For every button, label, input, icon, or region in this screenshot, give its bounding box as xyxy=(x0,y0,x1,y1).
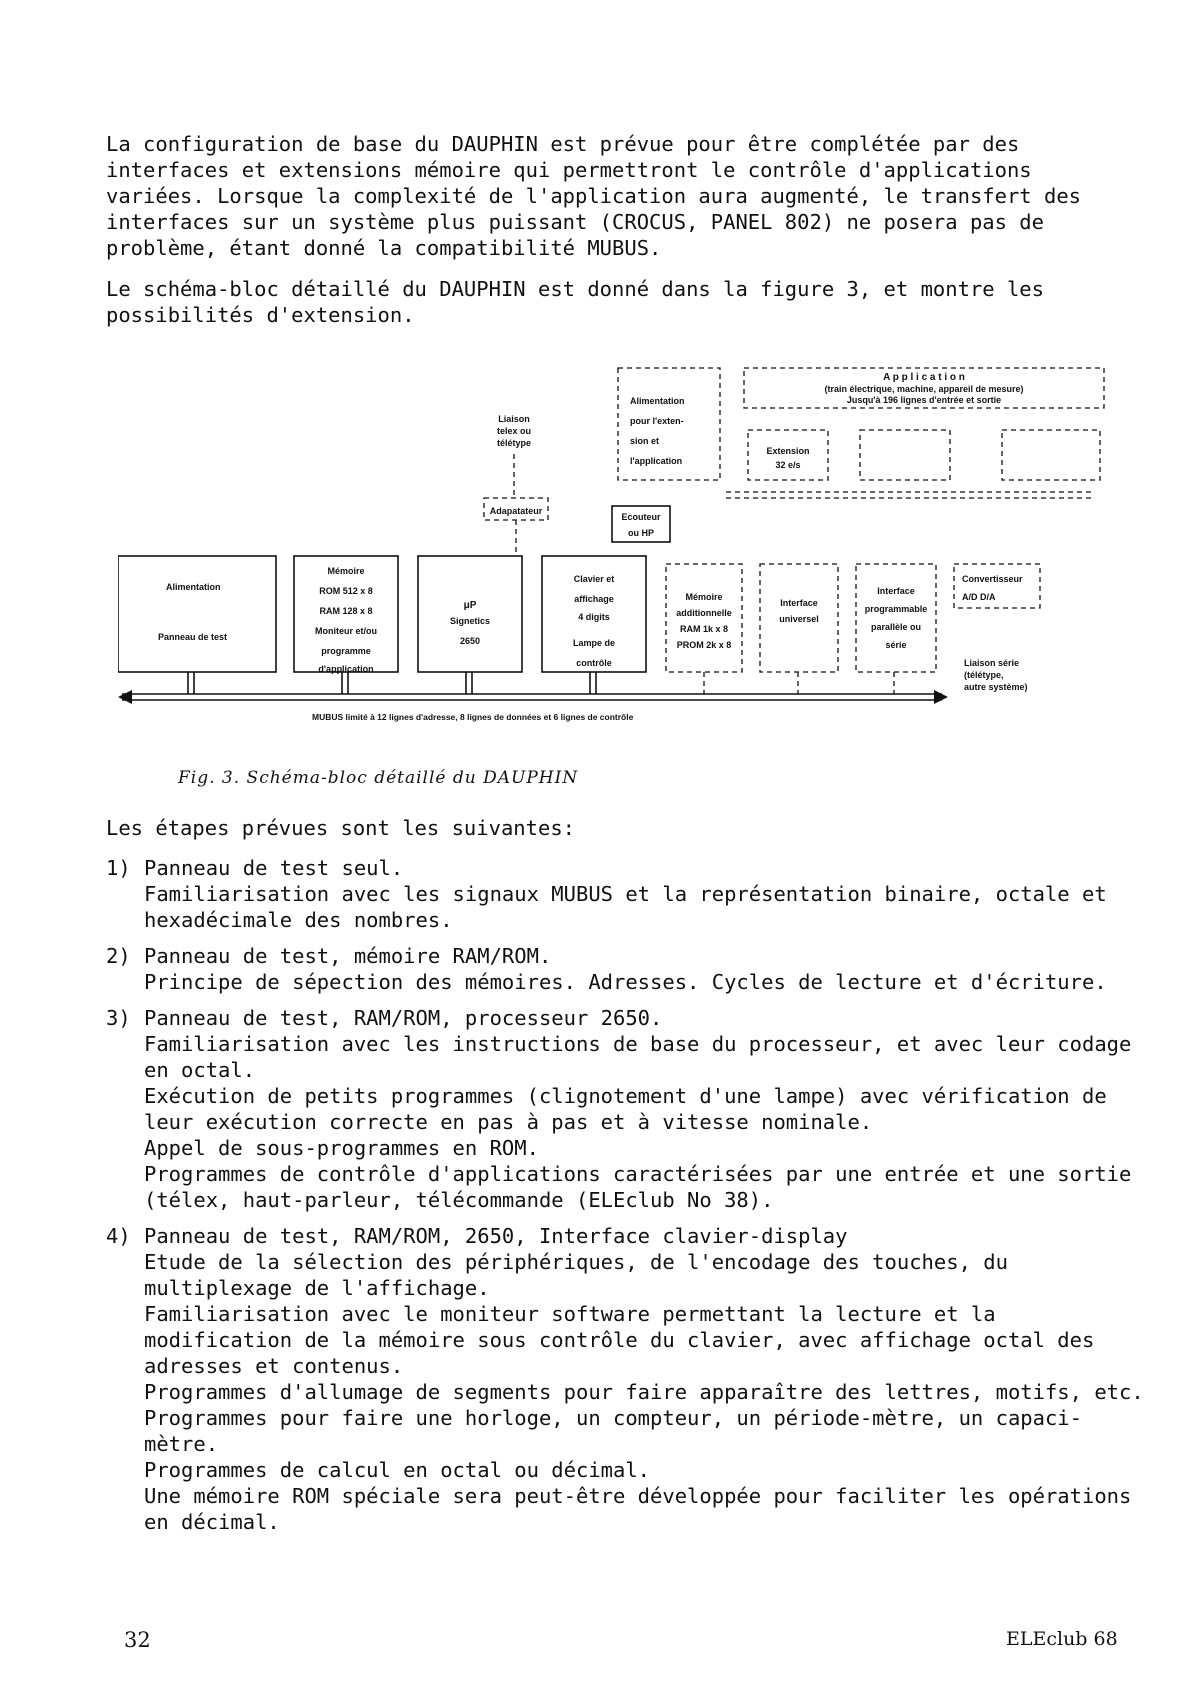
svg-text:universel: universel xyxy=(779,614,819,624)
steps-list xyxy=(106,855,1146,1545)
application-lines: Jusqu'à 196 lignes d'entrée et sortie xyxy=(846,395,1002,405)
processor-box xyxy=(418,556,522,672)
application-desc: (train électrique, machine, appareil de mesure) xyxy=(824,384,1024,394)
svg-text:ou HP: ou HP xyxy=(628,528,654,538)
svg-text:contrôle: contrôle xyxy=(576,658,612,668)
step-item: 3) Panneau de test, RAM/ROM, processeur 2650. Familiarisation avec les instructions de base du processeur, et avec leur codage en octal. Exécution de petits programmes (clignotement d'une lampe) avec vérification de leur exécution correcte en pas à pas et à vitesse nominale. Appel de sous-programmes en ROM. Programmes de contrôle d'applications caractérisées par une entrée et une sortie (télex, haut-parleur, télécommande (ELEclub No 38). xyxy=(106,1006,1132,1212)
svg-text:Liaison série: Liaison série xyxy=(964,658,1020,668)
svg-text:PROM 2k x 8: PROM 2k x 8 xyxy=(676,640,732,650)
intro-paragraph-2: Le schéma-bloc détaillé du DAUPHIN est donné dans la figure 3, et montre les possibilités d'extension. xyxy=(106,277,1044,327)
svg-text:Ecouteur: Ecouteur xyxy=(621,512,661,522)
interface-prog-box xyxy=(856,564,936,672)
footer-label: ELEclub 68 xyxy=(1006,1628,1118,1650)
step-item: 1) Panneau de test seul. Familiarisation avec les signaux MUBUS et la représentation binaire, octale et hexadécimale des nombres. xyxy=(106,856,1107,932)
svg-text:Mémoire: Mémoire xyxy=(327,566,365,576)
svg-text:(télétype,: (télétype, xyxy=(964,670,1004,680)
svg-text:Signetics: Signetics xyxy=(449,616,491,626)
svg-text:Alimentation: Alimentation xyxy=(630,396,685,406)
svg-text:parallèle ou: parallèle ou xyxy=(870,622,922,632)
svg-text:Liaison: Liaison xyxy=(498,414,530,424)
svg-text:Panneau de test: Panneau de test xyxy=(158,632,228,642)
svg-text:pour l'exten-: pour l'exten- xyxy=(630,416,684,426)
svg-text:Alimentation: Alimentation xyxy=(166,582,221,592)
svg-text:additionnelle: additionnelle xyxy=(676,608,732,618)
svg-text:Convertisseur: Convertisseur xyxy=(962,574,1023,584)
svg-text:ROM 512 x 8: ROM 512 x 8 xyxy=(319,586,373,596)
svg-text:Moniteur et/ou: Moniteur et/ou xyxy=(315,626,377,636)
svg-text:programme: programme xyxy=(321,646,371,656)
svg-text:telex ou: telex ou xyxy=(496,426,532,436)
svg-text:RAM 1k x 8: RAM 1k x 8 xyxy=(679,624,729,634)
block-diagram xyxy=(118,358,1118,758)
svg-text:Interface: Interface xyxy=(780,598,818,608)
mem-add-box xyxy=(666,564,742,672)
svg-text:affichage: affichage xyxy=(574,594,614,604)
svg-text:Lampe de: Lampe de xyxy=(572,638,616,648)
alimentation-box xyxy=(118,556,276,672)
svg-text:Extension: Extension xyxy=(766,446,810,456)
svg-text:programmable: programmable xyxy=(864,604,928,614)
svg-text:A/D D/A: A/D D/A xyxy=(962,592,996,602)
svg-text:série: série xyxy=(885,640,907,650)
step-item: 4) Panneau de test, RAM/ROM, 2650, Interface clavier-display Etude de la sélection des périphériques, de l'encodage des touches, du multiplexage de l'affichage. Familiarisation avec le moniteur software permettant la lecture et la modification de la mémoire sous contrôle du clavier, avec affichage octal des adresses et contenus. Programmes d'allumage de segments pour faire apparaître des lettres, motifs, etc. Programmes pour faire une horloge, un compteur, un période-mètre, un capaci-mètre. Programmes de calcul en octal ou décimal. Une mémoire ROM spéciale sera peut-être développée pour faciliter les opérations en décimal. xyxy=(106,1224,1144,1534)
svg-text:Mémoire: Mémoire xyxy=(685,592,723,602)
svg-text:autre système): autre système) xyxy=(964,682,1028,692)
svg-text:Adapatateur: Adapatateur xyxy=(489,506,543,516)
svg-text:télétype: télétype xyxy=(496,438,532,448)
svg-text:sion et: sion et xyxy=(630,436,660,446)
svg-text:4 digits: 4 digits xyxy=(578,612,610,622)
svg-text:32 e/s: 32 e/s xyxy=(775,460,801,470)
intro-paragraph-1: La configuration de base du DAUPHIN est prévue pour être complétée par des interfaces et extensions mémoire qui permettront le contrôle d'applications variées. Lorsque la complexité de l'application aura augmenté, le transfert des interfaces sur un système plus puissant (CROCUS, PANEL 802) ne posera pas de problème, étant donné la compatibilité MUBUS. xyxy=(106,132,1082,260)
application-title: A p p l i c a t i o n xyxy=(883,372,965,383)
steps-intro: Les étapes prévues sont les suivantes: xyxy=(106,816,575,840)
step-item: 2) Panneau de test, mémoire RAM/ROM. Principe de sépection des mémoires. Adresses. Cycles de lecture et d'écriture. xyxy=(106,944,1107,994)
page-number: 32 xyxy=(124,1628,151,1652)
svg-text:2650: 2650 xyxy=(459,636,481,646)
svg-text:Clavier et: Clavier et xyxy=(573,574,615,584)
svg-text:Interface: Interface xyxy=(877,586,915,596)
svg-text:l'application: l'application xyxy=(630,456,683,466)
svg-text:RAM 128 x 8: RAM 128 x 8 xyxy=(319,606,373,616)
bus-label: MUBUS limité à 12 lignes d'adresse, 8 lignes de données et 6 lignes de contrôle xyxy=(312,712,634,722)
svg-text:μP: μP xyxy=(463,600,477,611)
svg-text:d'application: d'application xyxy=(318,664,374,674)
figure-caption: Fig. 3. Schéma-bloc détaillé du DAUPHIN xyxy=(178,768,579,788)
